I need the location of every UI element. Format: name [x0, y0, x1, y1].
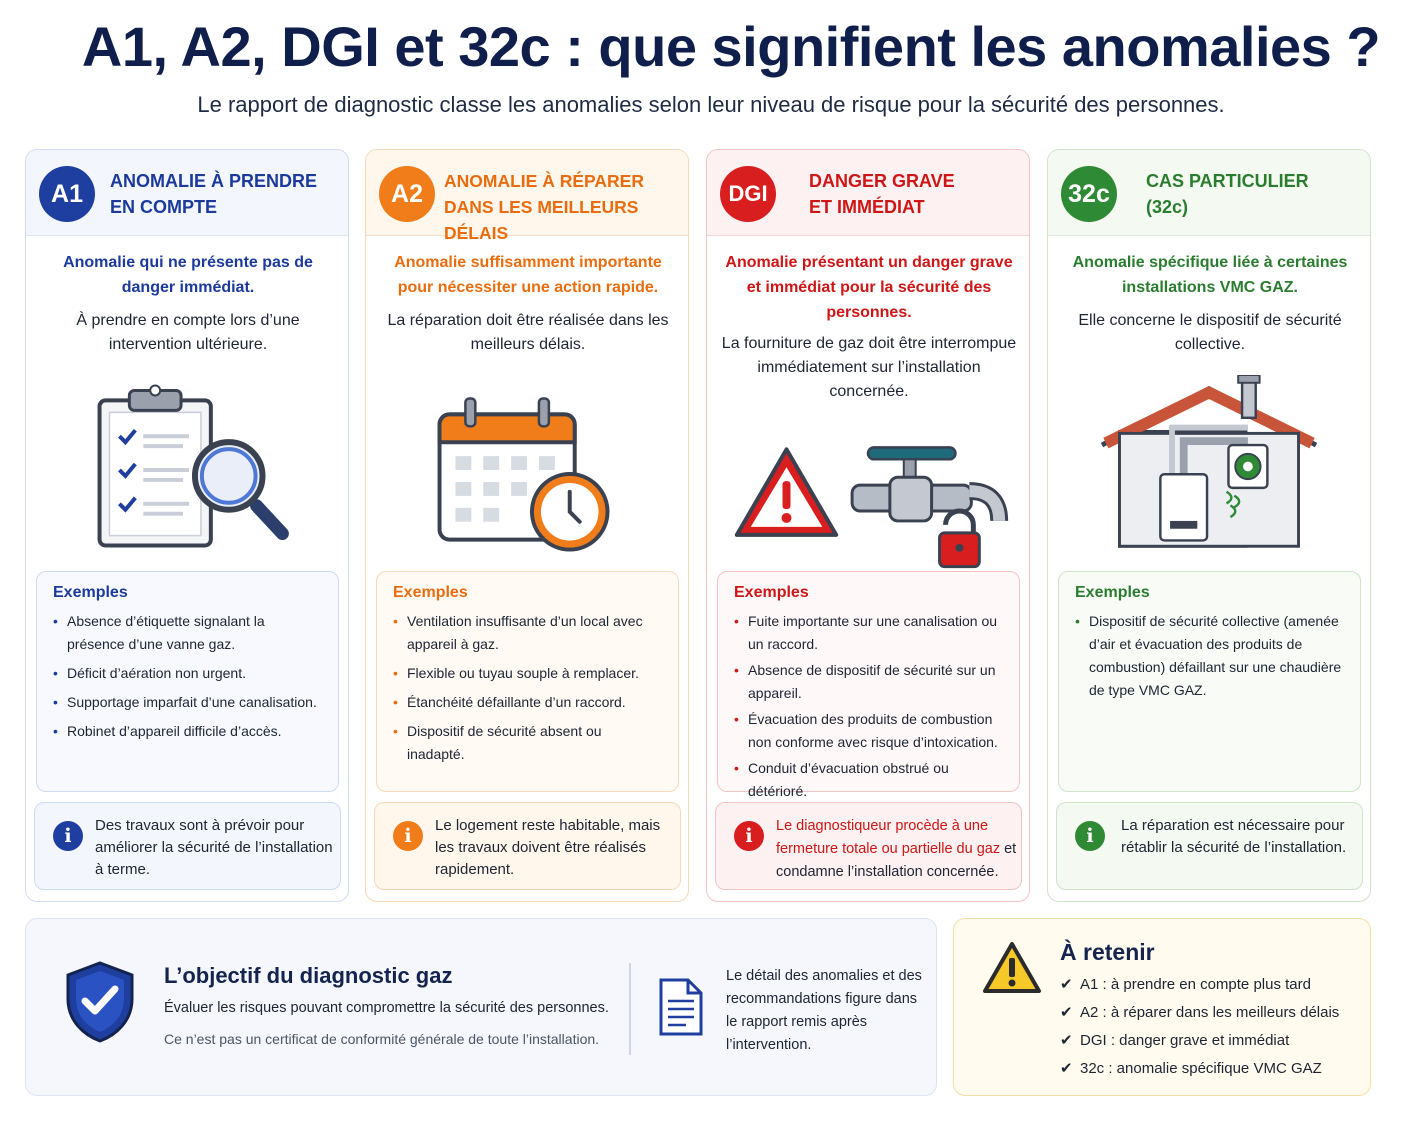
example-item: • Absence d’étiquette signalant la présence d’une vanne gaz. [53, 610, 322, 656]
card-title-line1: CAS PARTICULIER [1146, 171, 1309, 191]
badge-a2: A2 [379, 166, 435, 222]
example-item: • Conduit d’évacuation obstrué ou détérioré. [734, 757, 1003, 803]
objective-detail: Le détail des anomalies et des recommandations figure dans le rapport remis après l’intervention. [726, 968, 922, 1053]
retenir-item [1060, 971, 1339, 999]
card-header [26, 150, 348, 236]
page-title: A1, A2, DGI et 32c : que signifient les anomalies ? [81, 15, 1381, 78]
retenir-item [1060, 1055, 1339, 1083]
card-header [707, 150, 1029, 236]
objective-line2: Ce n’est pas un certificat de conformité générale de toute l’installation. [164, 1031, 600, 1047]
examples-title: Exemples [53, 584, 128, 601]
card-title [444, 168, 688, 246]
objective-line1: Évaluer les risques pouvant compromettre la sécurité des personnes. [164, 1000, 609, 1016]
card-title-line2: DANS LES MEILLEURS DÉLAIS [444, 197, 639, 243]
retenir-item [1060, 999, 1339, 1027]
card-title-line2: EN COMPTE [110, 197, 218, 217]
examples-title: Exemples [1075, 584, 1150, 601]
card-a1 [25, 149, 349, 902]
example-item: • Flexible ou tuyau souple à remplacer. [393, 662, 662, 685]
card-description: Elle concerne le dispositif de sécurité collective. [1078, 312, 1342, 353]
card-description-strong: Anomalie spécifique liée à certaines installations VMC GAZ. [1072, 254, 1348, 296]
note-box [715, 802, 1022, 890]
examples-title: Exemples [393, 584, 468, 601]
objective-title: L’objectif du diagnostic gaz [164, 963, 453, 988]
examples-list [734, 610, 1003, 803]
badge-a1: A1 [39, 166, 95, 222]
examples-list [393, 610, 662, 766]
note-box [34, 802, 341, 890]
retenir-title: À retenir [1060, 939, 1155, 965]
check-icon: ✔ [1060, 1060, 1073, 1077]
card-description-strong: Anomalie qui ne présente pas de danger immédiat. [63, 254, 313, 296]
card-title-line1: DANGER GRAVE [809, 171, 955, 191]
card-header [366, 150, 688, 243]
calendar-clock-icon [366, 388, 688, 568]
examples-list [53, 610, 322, 743]
card-32c [1047, 149, 1371, 902]
example-item: • Évacuation des produits de combustion non conforme avec risque d’intoxication. [734, 708, 1003, 754]
document-icon [658, 977, 704, 1037]
example-item: • Déficit d’aération non urgent. [53, 662, 322, 685]
note-text-red: Le diagnostiqueur procède à une fermeture totale ou partielle du gaz [776, 818, 1001, 857]
card-title [110, 168, 346, 220]
note-box [1056, 802, 1363, 890]
shield-check-icon [62, 959, 138, 1043]
example-item: • Supportage imparfait d’une canalisation. [53, 691, 322, 714]
page-subtitle: Le rapport de diagnostic classe les anomalies selon leur niveau de risque pour la sécurité des personnes. [197, 92, 1225, 117]
card-title [809, 168, 1030, 220]
retenir-item-text: DGI : danger grave et immédiat [1080, 1032, 1290, 1049]
card-dgi [706, 149, 1030, 902]
info-icon: i [53, 821, 83, 851]
check-icon: ✔ [1060, 976, 1073, 993]
retenir-list [1060, 971, 1339, 1083]
examples-list [1075, 610, 1344, 702]
examples-box [376, 571, 679, 792]
card-description: La réparation doit être réalisée dans les meilleurs délais. [387, 312, 669, 353]
note-text-rest: et condamne l’installation concernée. [776, 841, 1017, 880]
badge-dgi: DGI [720, 166, 776, 222]
example-item: • Absence de dispositif de sécurité sur un appareil. [734, 659, 1003, 705]
check-icon: ✔ [1060, 1032, 1073, 1049]
card-description-strong: Anomalie suffisamment importante pour nécessiter une action rapide. [394, 254, 662, 296]
examples-box [36, 571, 339, 792]
card-a2 [365, 149, 689, 902]
example-item: • Étanchéité défaillante d’un raccord. [393, 691, 662, 714]
note-box [374, 802, 681, 890]
retenir-item [1060, 1027, 1339, 1055]
info-icon: i [734, 821, 764, 851]
card-description: À prendre en compte lors d’une intervention ultérieure. [76, 312, 300, 353]
house-boiler-icon [1048, 375, 1370, 555]
examples-box [1058, 571, 1361, 792]
divider [629, 963, 631, 1055]
examples-box [717, 571, 1020, 799]
example-item: • Fuite importante sur une canalisation ou un raccord. [734, 610, 1003, 656]
card-title-line2: (32c) [1146, 197, 1189, 217]
objective-panel [25, 918, 937, 1096]
example-item: • Dispositif de sécurité collective (amenée d’air et évacuation des produits de combustion) défaillant sur une chaudière de type VMC GAZ. [1075, 610, 1344, 702]
note-text [776, 815, 1026, 884]
note-text: Le logement reste habitable, mais les travaux doivent être réalisés rapidement. [435, 817, 661, 878]
retenir-item-text: A1 : à prendre en compte plus tard [1080, 976, 1311, 993]
examples-title: Exemples [734, 584, 809, 601]
card-description-strong: Anomalie présentant un danger grave et immédiat pour la sécurité des personnes. [725, 254, 1013, 321]
clipboard-magnifier-icon [26, 378, 348, 558]
card-title-line1: ANOMALIE À PRENDRE [110, 171, 318, 191]
retenir-panel [953, 918, 1371, 1096]
warning-icon [982, 941, 1042, 995]
card-description: La fourniture de gaz doit être interrompue immédiatement sur l’installation concernée. [721, 335, 1017, 400]
retenir-item-text: 32c : anomalie spécifique VMC GAZ [1080, 1060, 1322, 1077]
example-item: • Dispositif de sécurité absent ou inadapté. [393, 720, 662, 766]
badge-32c: 32c [1061, 166, 1117, 222]
info-icon: i [1075, 821, 1105, 851]
card-title-line1: ANOMALIE À RÉPARER [444, 171, 644, 191]
card-header [1048, 150, 1370, 236]
card-title-line2: ET IMMÉDIAT [809, 197, 925, 217]
card-title [1146, 168, 1371, 220]
check-icon: ✔ [1060, 1004, 1073, 1021]
retenir-item-text: A2 : à réparer dans les meilleurs délais [1080, 1004, 1340, 1021]
example-item: • Ventilation insuffisante d’un local avec appareil à gaz. [393, 610, 662, 656]
example-item: • Robinet d’appareil difficile d’accès. [53, 720, 322, 743]
note-text: La réparation est nécessaire pour rétablir la sécurité de l’installation. [1121, 817, 1347, 856]
info-icon: i [393, 821, 423, 851]
note-text: Des travaux sont à prévoir pour améliorer la sécurité de l’installation à terme. [95, 817, 333, 878]
